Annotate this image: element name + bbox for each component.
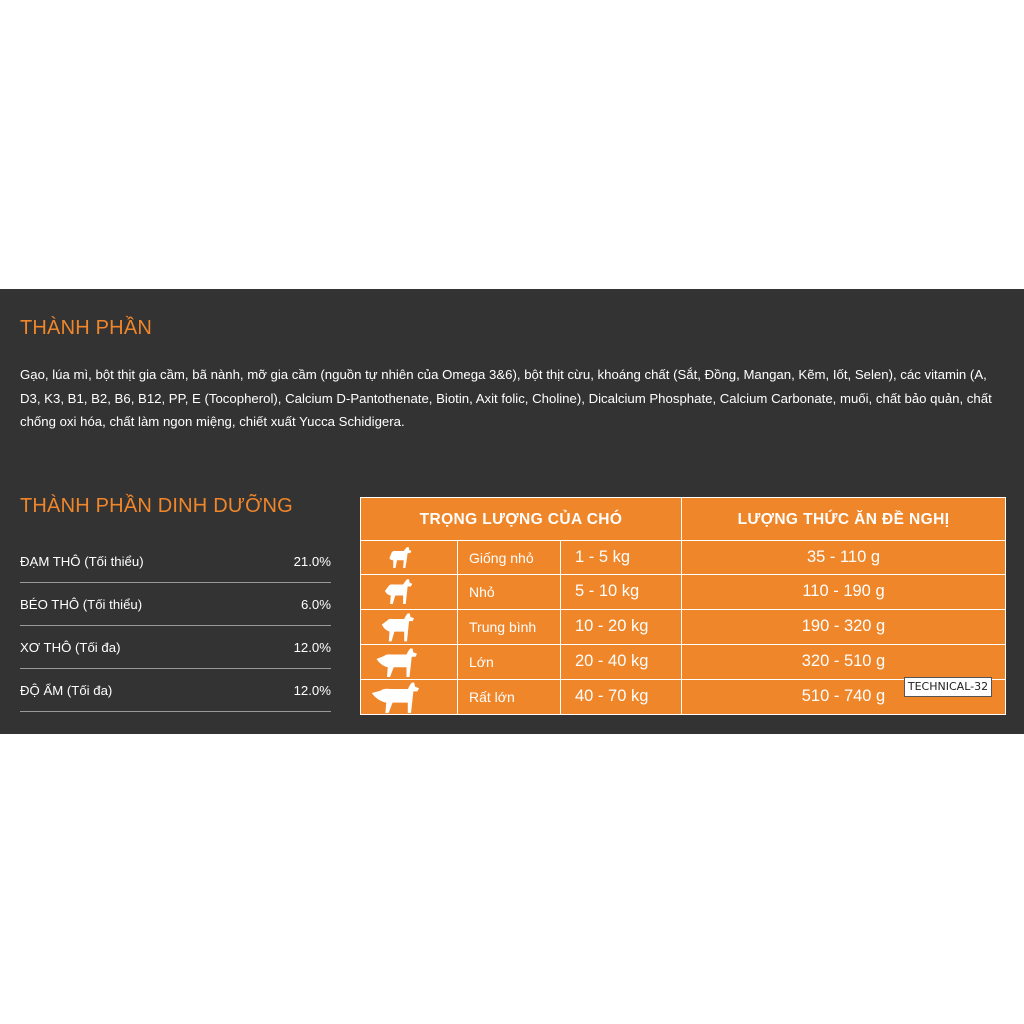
dog-size: Giống nhỏ [469,550,534,566]
nutrition-value: 6.0% [300,597,331,612]
feeding-table-header [361,498,1005,540]
product-info-panel [0,289,1024,734]
nutrition-row-fiber [20,626,331,669]
dog-weight: 40 - 70 kg [575,687,649,705]
nutrition-label: BÉO THÔ (Tối thiểu) [20,597,143,612]
feeding-row [361,645,1005,679]
technical-tag: TECHNICAL-32 [904,677,992,697]
nutrition-value: 12.0% [293,640,331,655]
feeding-row [361,610,1005,644]
feeding-row [361,575,1005,609]
dog-size: Nhỏ [469,584,495,600]
nutrition-row-fat [20,583,331,626]
ingredients-text: Gạo, lúa mì, bột thịt gia cầm, bã nành, mỡ gia cầm (nguồn tự nhiên của Omega 3&6), bột thịt cừu, khoáng chất (Sắt, Đồng, Mangan, Kẽm, Iốt, Selen), các vitamin (A, D3, K3, B1, B2, B6, B12, PP, E (Tocopherol), Calcium D-Pantothenate, Biotin, Axit folic, Choline), Dicalcium Phosphate, Calcium Carbonate, muối, chất bảo quản, chất chống oxi hóa, chất làm ngon miệng, chiết xuất Yucca Schidigera. [20,367,992,429]
dog-size: Trung bình [469,619,537,635]
nutrition-label: ĐỘ ẨM (Tối đa) [20,683,113,698]
dog-medium-small-icon [367,575,455,609]
nutrition-value: 21.0% [293,554,331,569]
dog-small-icon [367,541,455,575]
dog-extra-large-icon [367,680,455,714]
dog-weight: 20 - 40 kg [575,652,649,670]
food-amount: 35 - 110 g [806,548,881,566]
dog-large-icon [367,645,455,679]
feeding-row [361,541,1005,575]
dog-weight: 1 - 5 kg [575,548,631,566]
dog-size: Lớn [469,654,494,670]
dog-medium-icon [367,610,455,644]
nutrition-row-moisture [20,669,331,712]
nutrition-value: 12.0% [293,683,331,698]
dog-size: Rất lớn [469,689,515,705]
nutrition-label: XƠ THÔ (Tối đa) [20,640,121,655]
dog-weight: 5 - 10 kg [575,582,640,600]
header-dog-weight: TRỌNG LƯỢNG CỦA CHÓ [419,511,623,528]
header-food-amount: LƯỢNG THỨC ĂN ĐỀ NGHỊ [737,511,950,528]
nutrition-title: THÀNH PHẦN DINH DƯỠNG [20,495,293,517]
ingredients-title: THÀNH PHẦN [20,317,153,339]
food-amount: 320 - 510 g [801,652,886,670]
food-amount: 110 - 190 g [802,582,885,600]
nutrition-table [20,540,331,712]
food-amount: 190 - 320 g [801,617,886,635]
food-amount: 510 - 740 g [801,687,886,705]
nutrition-label: ĐẠM THÔ (Tối thiểu) [20,554,144,569]
dog-weight: 10 - 20 kg [575,617,649,635]
nutrition-row-protein [20,540,331,583]
